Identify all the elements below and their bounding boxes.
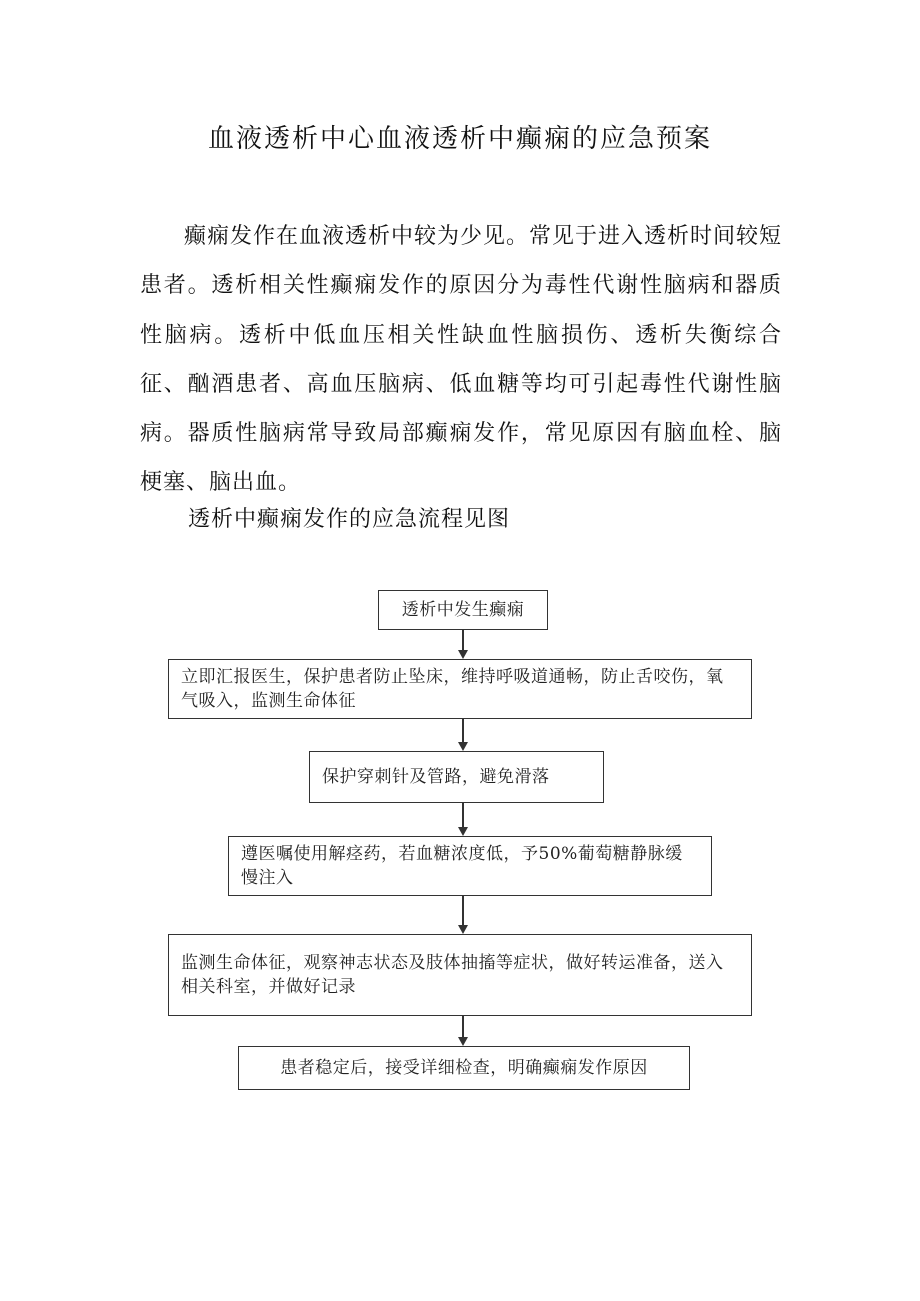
flow-connector-5: [462, 1016, 464, 1038]
flow-connector-1: [462, 630, 464, 651]
flow-step-5: 监测生命体征，观察神志状态及肢体抽搐等症状，做好转运准备，送入相关科室，并做好记录: [168, 934, 752, 1016]
flow-step-4: 遵医嘱使用解痉药，若血糖浓度低，予50%葡萄糖静脉缓慢注入: [228, 836, 712, 896]
flow-connector-4: [462, 896, 464, 926]
flow-connector-3: [462, 803, 464, 828]
flow-step-6: 患者稳定后，接受详细检查，明确癫痫发作原因: [238, 1046, 690, 1090]
flow-step-3: 保护穿刺针及管路，避免滑落: [309, 751, 604, 803]
flow-arrow-4: [458, 925, 468, 934]
flow-arrow-1: [458, 650, 468, 659]
flow-step-1: 透析中发生癫痫: [378, 590, 548, 630]
flow-arrow-2: [458, 742, 468, 751]
flow-arrow-5: [458, 1037, 468, 1046]
flow-caption: 透析中癫痫发作的应急流程见图: [188, 507, 511, 532]
flow-step-2: 立即汇报医生，保护患者防止坠床，维持呼吸道通畅，防止舌咬伤，氧气吸入，监测生命体征: [168, 659, 752, 719]
flow-connector-2: [462, 719, 464, 743]
flow-arrow-3: [458, 827, 468, 836]
intro-paragraph: 癫痫发作在血液透析中较为少见。常见于进入透析时间较短患者。透析相关性癫痫发作的原因分为毒性代谢性脑病和器质性脑病。透析中低血压相关性缺血性脑损伤、透析失衡综合征、酗酒患者、高血压脑病、低血糖等均可引起毒性代谢性脑病。器质性脑病常导致局部癫痫发作，常见原因有脑血栓、脑梗塞、脑出血。: [140, 224, 783, 496]
page-title: 血液透析中心血液透析中癫痫的应急预案: [207, 124, 712, 154]
